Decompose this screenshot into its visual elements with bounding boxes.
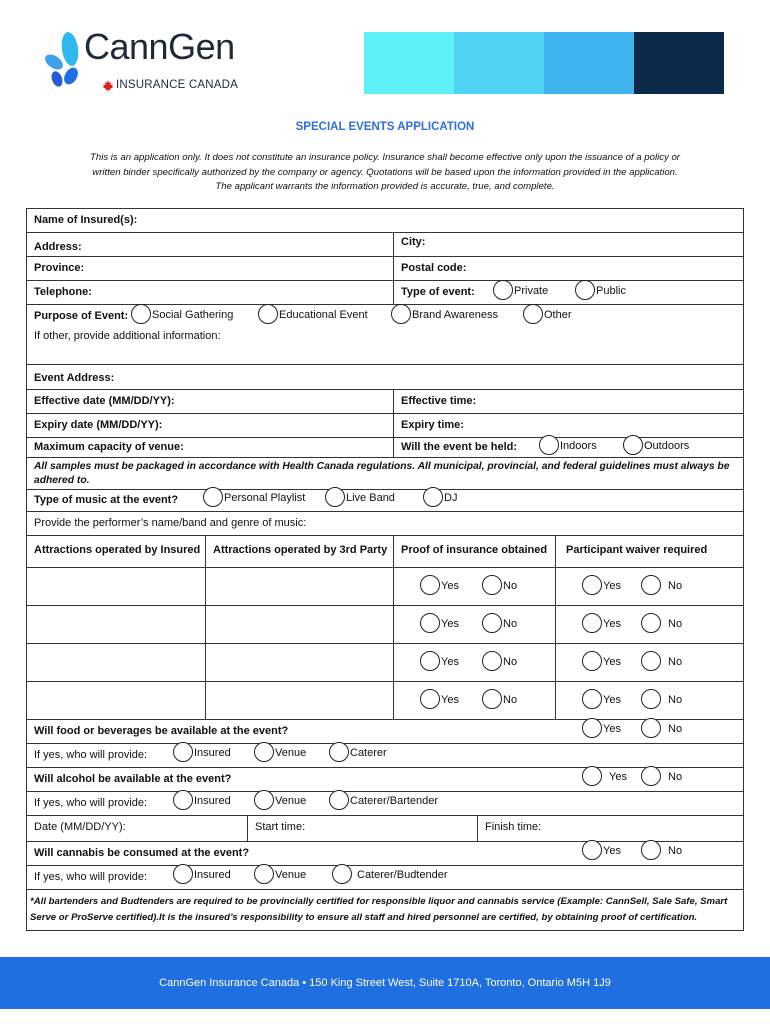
attraction-insured-cell[interactable] [27,606,205,643]
radio-button[interactable] [258,304,278,324]
proof-no-option[interactable] [482,692,517,709]
attraction-3rd-party-cell[interactable] [205,568,393,605]
waiver-no-option[interactable] [641,616,682,633]
option-label: Venue [275,746,307,759]
option-label: Yes [603,844,621,857]
option-label: No [503,579,518,592]
intro-line: This is an application only. It does not constitute an insurance policy. Insurance shall become effective only upon the issuance of a policy or [90,152,680,163]
held-outdoors-option[interactable] [623,438,689,455]
food-no-option[interactable] [641,721,682,738]
alcohol-caterer-option[interactable] [329,793,438,810]
food-question-label: Will food or beverages be available at the event? [34,725,289,737]
maple-leaf-icon [102,80,114,92]
province-label[interactable]: Province: [34,262,85,274]
row-certification-note [27,890,743,930]
radio-button[interactable] [582,840,602,860]
radio-button[interactable] [493,280,513,300]
radio-button[interactable] [641,651,661,671]
telephone-label[interactable]: Telephone: [34,286,92,298]
option-label: Yes [441,655,459,668]
option-label: Venue [275,868,307,881]
attraction-row [27,682,743,720]
attraction-row [27,644,743,682]
radio-button[interactable] [582,651,602,671]
option-label: Insured [194,746,231,759]
option-label: Yes [441,579,459,592]
radio-button[interactable] [420,575,440,595]
radio-button[interactable] [582,718,602,738]
row-alcohol-provider [27,792,743,816]
attraction-row [27,568,743,606]
radio-button[interactable] [641,689,661,709]
option-label: Outdoors [644,439,690,452]
option-label: No [668,770,683,783]
application-form [26,208,744,931]
performer-label: Provide the performer’s name/band and genre of music: [34,517,307,529]
footer-bar [0,957,770,1009]
row-alcohol-times [27,816,743,842]
radio-button[interactable] [254,864,274,884]
row-province [27,257,743,281]
swatch [544,32,634,94]
radio-button[interactable] [173,790,193,810]
attractions-header: Attractions operated by 3rd Party [205,536,393,567]
proof-yes-option[interactable] [420,578,459,595]
radio-button[interactable] [582,575,602,595]
attractions-header: Attractions operated by Insured [34,544,201,556]
name-insured-label: Name of Insured(s): [34,214,138,226]
radio-button[interactable] [575,280,595,300]
proof-cell [393,606,555,643]
radio-button[interactable] [623,435,643,455]
waiver-yes-option[interactable] [582,578,621,595]
option-label: No [668,844,683,857]
proof-yes-option[interactable] [420,692,459,709]
option-label: Private [514,284,549,297]
option-label: Yes [441,617,459,630]
option-label: Yes [603,579,621,592]
food-provide-label: If yes, who will provide: [34,749,148,761]
type-private-option[interactable] [493,283,548,300]
option-label: Educational Event [279,308,368,321]
radio-button[interactable] [582,689,602,709]
radio-button[interactable] [325,487,345,507]
option-label: Yes [441,693,459,706]
other-info-label[interactable]: If other, provide additional information: [34,330,221,342]
waiver-no-option[interactable] [641,654,682,671]
option-label: Caterer [350,746,387,759]
cannabis-venue-option[interactable] [254,867,306,884]
radio-button[interactable] [582,766,602,786]
event-address-label: Event Address: [34,372,115,384]
option-label: Public [596,284,626,297]
alcohol-start-label[interactable]: Start time: [247,816,477,841]
expiry-date-label[interactable]: Expiry date (MM/DD/YY): [34,419,163,431]
option-label: Personal Playlist [224,491,306,504]
alcohol-insured-option[interactable] [173,793,231,810]
postal-code-label[interactable]: Postal code: [393,257,473,280]
attraction-row [27,606,743,644]
option-label: Brand Awareness [412,308,499,321]
proof-cell [393,644,555,681]
alcohol-venue-option[interactable] [254,793,306,810]
radio-button[interactable] [641,840,661,860]
effective-date-label[interactable]: Effective date (MM/DD/YY): [34,395,175,407]
purpose-other-option[interactable] [523,307,572,324]
effective-time-label[interactable]: Effective time: [393,390,483,413]
option-label: Yes [603,655,621,668]
radio-button[interactable] [329,742,349,762]
address-label[interactable]: Address: [34,241,82,253]
row-event-address[interactable] [27,365,743,390]
proof-yes-option[interactable] [420,654,459,671]
music-playlist-option[interactable] [203,490,305,507]
radio-button[interactable] [420,651,440,671]
proof-no-option[interactable] [482,654,517,671]
option-label: Yes [609,770,627,783]
footer-bottom-margin [0,1009,770,1024]
alcohol-question-label: Will alcohol be available at the event? [34,773,232,785]
intro-text [40,151,730,195]
radio-button[interactable] [332,864,352,884]
option-label: Insured [194,868,231,881]
option-label: No [503,693,518,706]
radio-button[interactable] [254,790,274,810]
music-dj-option[interactable] [423,490,457,507]
radio-button[interactable] [482,613,502,633]
brand-subtitle: INSURANCE CANADA [116,79,239,91]
option-label: Social Gathering [152,308,234,321]
row-cannabis-question [27,842,743,866]
row-telephone [27,281,743,305]
option-label: No [668,579,683,592]
radio-button[interactable] [539,435,559,455]
row-food-question [27,720,743,744]
radio-button[interactable] [423,487,443,507]
row-effective [27,390,743,414]
alcohol-date-label[interactable]: Date (MM/DD/YY): [34,821,126,833]
max-capacity-label[interactable]: Maximum capacity of venue: [34,441,184,453]
attractions-header: Proof of insurance obtained [393,536,555,567]
music-band-option[interactable] [325,490,395,507]
cannabis-no-option[interactable] [641,843,682,860]
waiver-yes-option[interactable] [582,616,621,633]
radio-button[interactable] [582,613,602,633]
option-label: Caterer/Budtender [357,868,448,881]
radio-button[interactable] [641,718,661,738]
radio-button[interactable] [203,487,223,507]
page-title: SPECIAL EVENTS APPLICATION [295,121,475,133]
radio-button[interactable] [482,651,502,671]
type-public-option[interactable] [575,283,626,300]
option-label: No [668,617,683,630]
radio-button[interactable] [420,613,440,633]
option-label: No [668,693,683,706]
footer-address: CannGen Insurance Canada • 150 King Street West, Suite 1710A, Toronto, Ontario M5H 1J9 [159,977,611,989]
attraction-insured-cell[interactable] [27,682,205,719]
row-alcohol-question [27,768,743,792]
food-caterer-option[interactable] [329,745,387,762]
certification-note: *All bartenders and Budtenders are required to be provincially certified for responsible liquor and cannabis service (Example: CannSell, Sale Safe, Smart Serve or ProServe certified).It is the insured’s responsibility to ensure all staff and hired personnel are certified, by obtaining proof of certification. [30,896,728,923]
radio-button[interactable] [523,304,543,324]
food-venue-option[interactable] [254,745,306,762]
option-label: Caterer/Bartender [350,794,439,807]
swatch [454,32,544,94]
waiver-yes-option[interactable] [582,654,621,671]
radio-button[interactable] [641,766,661,786]
intro-line: written binder specifically authorized by the company or agency. Quotations will be based upon the information provided in the application. [92,166,678,178]
alcohol-finish-label[interactable]: Finish time: [477,816,745,841]
waiver-no-option[interactable] [641,692,682,709]
waiver-no-option[interactable] [641,578,682,595]
radio-button[interactable] [420,689,440,709]
radio-button[interactable] [641,575,661,595]
proof-cell [393,568,555,605]
attraction-3rd-party-cell[interactable] [205,644,393,681]
radio-button[interactable] [482,575,502,595]
row-name-insured[interactable] [27,209,743,233]
cannabis-question-label: Will cannabis be consumed at the event? [34,847,250,859]
option-label: Other [544,308,572,321]
brand-name: CannGen [84,26,235,67]
attractions-header-row [27,536,743,568]
option-label: Yes [603,617,621,630]
radio-button[interactable] [391,304,411,324]
header-color-swatches [364,32,724,94]
radio-button[interactable] [173,742,193,762]
attraction-insured-cell[interactable] [27,644,205,681]
city-label[interactable]: City: [393,233,432,256]
radio-button[interactable] [173,864,193,884]
option-label: Insured [194,794,231,807]
attraction-3rd-party-cell[interactable] [205,682,393,719]
radio-button[interactable] [254,742,274,762]
type-of-event-cell [393,281,745,304]
radio-button[interactable] [482,689,502,709]
samples-note: All samples must be packaged in accordance with Health Canada regulations. All municipal, provincial, and federal guidelines must always be adhered to. [34,461,730,486]
swatch [634,32,724,94]
butterfly-icon [40,32,90,92]
cannabis-provide-label: If yes, who will provide: [34,871,148,883]
row-cannabis-provider [27,866,743,890]
purpose-educational-option[interactable] [258,307,368,324]
proof-no-option[interactable] [482,578,517,595]
purpose-social-option[interactable] [131,307,233,324]
waiver-yes-option[interactable] [582,692,621,709]
option-label: Live Band [346,491,395,504]
alcohol-yes-option[interactable] [582,769,627,786]
purpose-brand-option[interactable] [391,307,498,324]
option-label: No [668,722,683,735]
radio-button[interactable] [131,304,151,324]
attraction-insured-cell[interactable] [27,568,205,605]
cannabis-insured-option[interactable] [173,867,231,884]
attraction-3rd-party-cell[interactable] [205,606,393,643]
type-of-event-label: Type of event: [401,286,475,298]
option-label: Yes [603,693,621,706]
row-samples-note [27,458,743,490]
row-music [27,490,743,512]
option-label: No [503,617,518,630]
attractions-header: Participant waiver required [555,536,745,567]
alcohol-no-option[interactable] [641,769,682,786]
row-address [27,233,743,257]
option-label: DJ [444,491,458,504]
option-label: Venue [275,794,307,807]
proof-cell [393,682,555,719]
purpose-label: Purpose of Event: [34,310,129,322]
option-label: Yes [603,722,621,735]
proof-yes-option[interactable] [420,616,459,633]
row-performer[interactable] [27,512,743,536]
option-label: No [503,655,518,668]
cannabis-caterer-option[interactable] [332,867,448,884]
proof-no-option[interactable] [482,616,517,633]
intro-line: The applicant warrants the information provided is accurate, true, and complete. [215,181,555,192]
music-type-label: Type of music at the event? [34,494,179,506]
alcohol-provide-label: If yes, who will provide: [34,797,148,809]
food-yes-option[interactable] [582,721,621,738]
row-capacity [27,438,743,458]
event-held-label: Will the event be held: [393,438,524,457]
swatch [364,32,454,94]
expiry-time-label[interactable]: Expiry time: [393,414,471,437]
row-food-provider [27,744,743,768]
held-indoors-option[interactable] [539,438,597,455]
brand-logo [40,26,260,102]
radio-button[interactable] [329,790,349,810]
option-label: No [668,655,683,668]
row-purpose [27,305,743,365]
option-label: Indoors [560,439,597,452]
radio-button[interactable] [641,613,661,633]
food-insured-option[interactable] [173,745,231,762]
cannabis-yes-option[interactable] [582,843,621,860]
